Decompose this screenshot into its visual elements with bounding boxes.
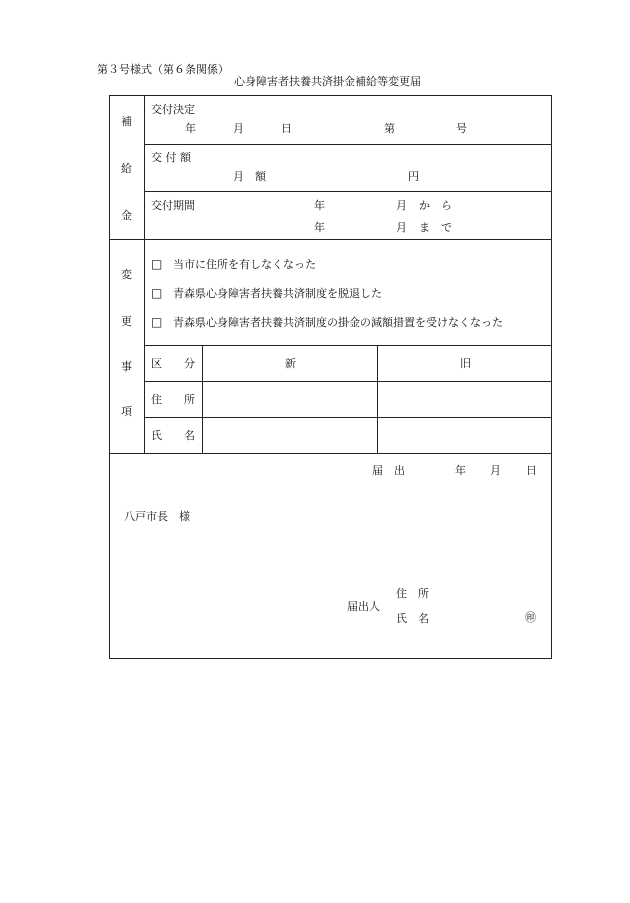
side-label-subsidy-3: 金 bbox=[121, 209, 132, 222]
addressee: 八戸市長 様 bbox=[124, 510, 190, 523]
divider bbox=[377, 345, 378, 453]
change-option-text: 青森県心身障害者扶養共済制度の掛金の減額措置を受けなくなった bbox=[173, 316, 503, 329]
grant-decision-label: 交付決定 bbox=[151, 103, 195, 116]
form-frame bbox=[109, 95, 552, 659]
divider bbox=[144, 381, 552, 382]
submission-year: 年 bbox=[455, 464, 466, 477]
grant-period-label: 交付期間 bbox=[151, 199, 195, 212]
side-label-change-4: 項 bbox=[121, 405, 132, 418]
form-number: 第３号様式（第６条関係） bbox=[97, 63, 229, 76]
side-label-subsidy-2: 給 bbox=[121, 162, 132, 175]
grant-decision-day: 日 bbox=[281, 122, 292, 135]
change-option-checkbox[interactable]: □ bbox=[151, 315, 163, 329]
grant-period-from-year: 年 bbox=[314, 199, 325, 212]
change-option-checkbox[interactable]: □ bbox=[151, 286, 163, 300]
grant-period-to-suffix: ま で bbox=[419, 221, 452, 234]
grant-period-from-suffix: か ら bbox=[419, 199, 452, 212]
side-label-change-1: 変 bbox=[121, 268, 132, 281]
divider bbox=[144, 95, 145, 453]
old-header: 旧 bbox=[460, 357, 471, 370]
grant-period-to-year: 年 bbox=[314, 221, 325, 234]
grant-decision-dai: 第 bbox=[384, 122, 395, 135]
side-label-change-3: 事 bbox=[121, 360, 132, 373]
grant-amount-label: 交 付 額 bbox=[151, 151, 191, 164]
submission-day: 日 bbox=[526, 464, 537, 477]
seal-mark: ㊞ bbox=[525, 611, 536, 624]
side-label-change-2: 更 bbox=[121, 315, 132, 328]
side-label-subsidy-1: 補 bbox=[121, 115, 132, 128]
change-option-text: 当市に住所を有しなくなった bbox=[173, 258, 316, 271]
grant-decision-year: 年 bbox=[185, 122, 196, 135]
divider bbox=[144, 345, 552, 346]
grant-decision-month: 月 bbox=[233, 122, 244, 135]
grant-amount-monthly: 月 額 bbox=[233, 170, 266, 183]
submission-month: 月 bbox=[490, 464, 501, 477]
change-option-checkbox[interactable]: □ bbox=[151, 257, 163, 271]
grant-amount-yen: 円 bbox=[408, 170, 419, 183]
new-header: 新 bbox=[285, 357, 296, 370]
address-label: 住 所 bbox=[396, 587, 429, 600]
divider bbox=[109, 239, 552, 240]
change-option-text: 青森県心身障害者扶養共済制度を脱退した bbox=[173, 287, 382, 300]
form-title: 心身障害者扶養共済掛金補給等変更届 bbox=[234, 75, 421, 88]
name-label: 氏 名 bbox=[396, 612, 429, 625]
grant-decision-go: 号 bbox=[456, 122, 467, 135]
divider bbox=[144, 191, 552, 192]
applicant-label: 届出人 bbox=[347, 600, 380, 613]
divider bbox=[202, 345, 203, 453]
grant-period-from-month: 月 bbox=[396, 199, 407, 212]
divider bbox=[109, 453, 552, 454]
divider bbox=[144, 417, 552, 418]
row-label-name: 氏 名 bbox=[151, 429, 195, 442]
submission-label: 届 出 bbox=[372, 464, 405, 477]
divider bbox=[144, 144, 552, 145]
grant-period-to-month: 月 bbox=[396, 221, 407, 234]
category-header: 区 分 bbox=[151, 357, 195, 370]
row-label-address: 住 所 bbox=[151, 393, 195, 406]
